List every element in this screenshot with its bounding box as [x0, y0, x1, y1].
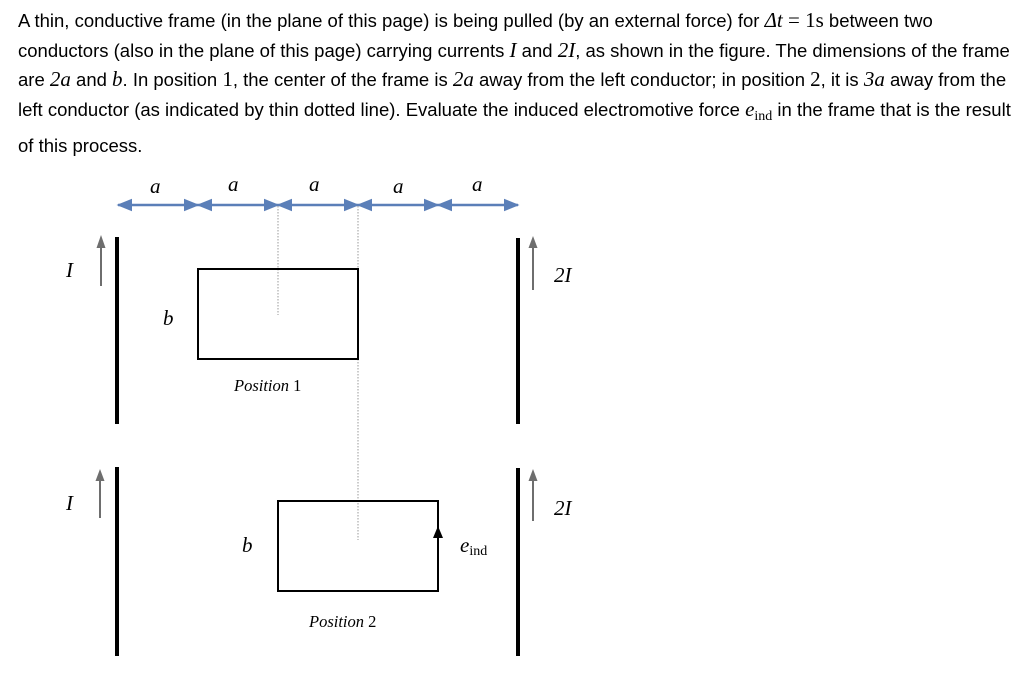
current-arrow-icon — [96, 469, 105, 518]
math-position-1: 1 — [222, 67, 233, 91]
math-delta-t: Δt — [764, 8, 783, 32]
problem-statement: A thin, conductive frame (in the plane of this page) is being pulled (by an external force) for Δt = 1s between two conductors (also in the plane of this page) carrying currents I and 2I, as shown in the figure. The dimensions of the frame are 2a and b. In position 1, the center of the frame is 2a away from the left conductor; in position 2, it is 3a away from the left conductor (as indicated by thin dotted line). Evaluate the induced electromotive force $e_{ind}$ in the frame that is the result of this process. — [18, 8, 1011, 156]
position-1-caption: Position 1 — [234, 376, 302, 395]
current-arrow-icon — [97, 235, 106, 286]
frame-height-label-2: b — [242, 533, 253, 557]
frame-position-2 — [278, 501, 438, 591]
right-current-label-bottom: 2I — [554, 496, 572, 520]
segment-label-2: a — [228, 172, 239, 196]
math-emf: e — [745, 96, 755, 121]
math-position-2: 2 — [810, 67, 821, 91]
math-dim-2a: 2a — [49, 67, 71, 91]
current-arrow-icon — [529, 236, 538, 290]
left-current-label-top: I — [66, 258, 73, 282]
frame-height-label-1: b — [163, 306, 174, 330]
math-dim-b: b — [112, 67, 123, 91]
math-current-i: I — [509, 37, 517, 62]
math-dist-3a: 3a — [863, 67, 885, 91]
math-current-2i: 2I — [557, 37, 576, 62]
emf-direction-arrow-icon — [433, 526, 443, 544]
segment-label-3: a — [309, 172, 320, 196]
current-arrow-icon — [529, 469, 538, 521]
math-dist-2a: 2a — [452, 67, 474, 91]
emf-label: eind — [460, 533, 488, 559]
segment-label-5: a — [472, 172, 483, 196]
position-2-caption: Position 2 — [309, 612, 377, 631]
left-current-label-bottom: I — [66, 491, 73, 515]
right-current-label-top: 2I — [554, 263, 572, 287]
segment-label-1: a — [150, 174, 161, 198]
segment-label-4: a — [393, 174, 404, 198]
math-one-second: 1s — [805, 8, 824, 32]
